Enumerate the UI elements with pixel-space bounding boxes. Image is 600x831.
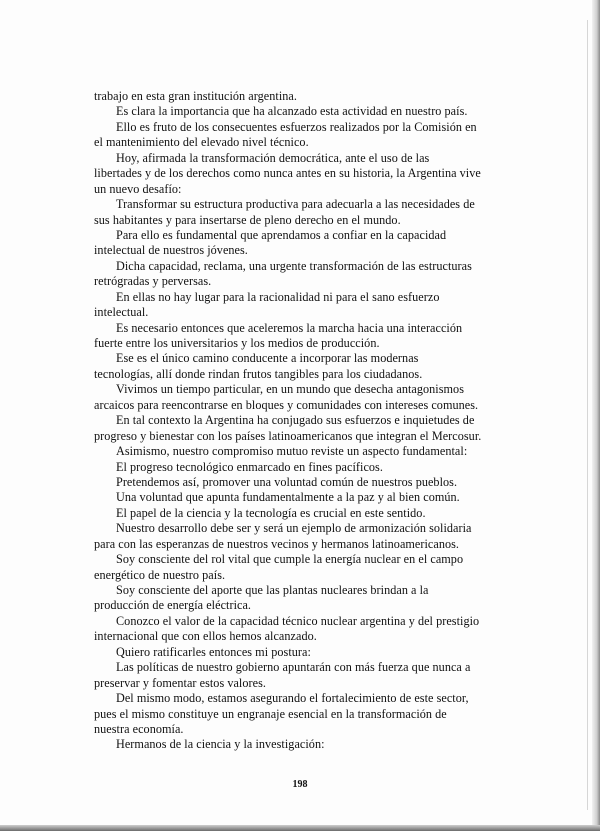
text-line: para con las esperanzas de nuestros vecinos y hermanos latinoamericanos.	[94, 536, 460, 551]
text-line: el mantenimiento del elevado nivel técnico.	[94, 135, 309, 150]
text-line: Dicha capacidad, reclama, una urgente transformación de las estructuras	[116, 258, 472, 273]
text-line: internacional que con ellos hemos alcanzado.	[94, 629, 317, 644]
text-line: sus habitantes y para insertarse de pleno derecho en el mundo.	[94, 212, 401, 227]
text-line: producción de energía eléctrica.	[94, 598, 252, 613]
body-text	[94, 89, 498, 753]
text-line: Transformar su estructura productiva para adecuarla a las necesidades de	[116, 197, 475, 212]
text-line: fuerte entre los universitarios y los medios de producción.	[94, 336, 380, 350]
text-line: Es necesario entonces que aceleremos la marcha hacia una interacción	[116, 320, 463, 335]
text-line: Vivimos un tiempo particular, en un mundo que desecha antagonismos	[116, 382, 464, 397]
page-edge-shadow-right	[592, 0, 600, 831]
text-line: intelectual de nuestros jóvenes.	[94, 243, 248, 258]
text-line: Pretendemos así, promover una voluntad común de nuestros pueblos.	[116, 474, 458, 489]
text-line: Las políticas de nuestro gobierno apuntarán con más fuerza que nunca a	[116, 660, 471, 675]
text-line: arcaicos para reencontrarse en bloques y comunidades con intereses comunes.	[94, 397, 479, 412]
text-line: Soy consciente del aporte que las plantas nucleares brindan a la	[116, 583, 429, 597]
text-line: Del mismo modo, estamos asegurando el fortalecimiento de este sector,	[116, 691, 469, 706]
text-line: retrógradas y perversas.	[94, 274, 212, 289]
text-line: Asimismo, nuestro compromiso mutuo reviste un aspecto fundamental:	[116, 444, 468, 459]
text-line: trabajo en esta gran institución argentina.	[94, 89, 297, 103]
text-line: libertades y de los derechos como nunca antes en su historia, la Argentina vive	[94, 166, 481, 181]
text-line: energético de nuestro país.	[94, 567, 226, 582]
page-edge-shadow-bottom	[0, 825, 600, 831]
text-line: En tal contexto la Argentina ha conjugado sus esfuerzos e inquietudes de	[116, 413, 475, 428]
text-line: Nuestro desarrollo debe ser y será un ejemplo de armonización solidaria	[116, 521, 472, 536]
text-line: nuestra economía.	[94, 721, 184, 736]
page-number: 198	[292, 779, 308, 790]
text-line: El papel de la ciencia y la tecnología es crucial en este sentido.	[116, 505, 426, 520]
text-line: preservar y fomentar estos valores.	[94, 675, 266, 690]
text-line: Conozco el valor de la capacidad técnico nuclear argentina y del prestigio	[116, 613, 480, 628]
text-line: El progreso tecnológico enmarcado en fines pacíficos.	[116, 459, 383, 474]
text-line: Hoy, afirmada la transformación democrática, ante el uso de las	[116, 150, 430, 165]
text-line: progreso y bienestar con los países latinoamericanos que integran el Mercosur.	[94, 428, 482, 443]
text-line: Hermanos de la ciencia y la investigación:	[116, 737, 325, 752]
text-line: Quiero ratificarles entonces mi postura:	[116, 644, 311, 659]
page-edge-line	[587, 20, 588, 810]
text-line: intelectual.	[94, 305, 149, 320]
text-line: Ello es fruto de los consecuentes esfuerzos realizados por la Comisión en	[116, 119, 477, 134]
text-line: En ellas no hay lugar para la racionalidad ni para el sano esfuerzo	[116, 289, 440, 304]
text-line: un nuevo desafío:	[94, 181, 182, 196]
text-line: Es clara la importancia que ha alcanzado esta actividad en nuestro país.	[116, 104, 468, 119]
text-line: tecnologías, allí donde rindan frutos tangibles para los ciudadanos.	[94, 366, 423, 381]
text-line: Una voluntad que apunta fundamentalmente a la paz y al bien común.	[116, 490, 460, 505]
text-line: Soy consciente del rol vital que cumple la energía nuclear en el campo	[116, 552, 464, 567]
text-line: Ese es el único camino conducente a incorporar las modernas	[116, 351, 419, 366]
text-line: Para ello es fundamental que aprendamos a confiar en la capacidad	[116, 227, 447, 242]
text-line: pues el mismo constituye un engranaje esencial en la transformación de	[94, 706, 447, 721]
